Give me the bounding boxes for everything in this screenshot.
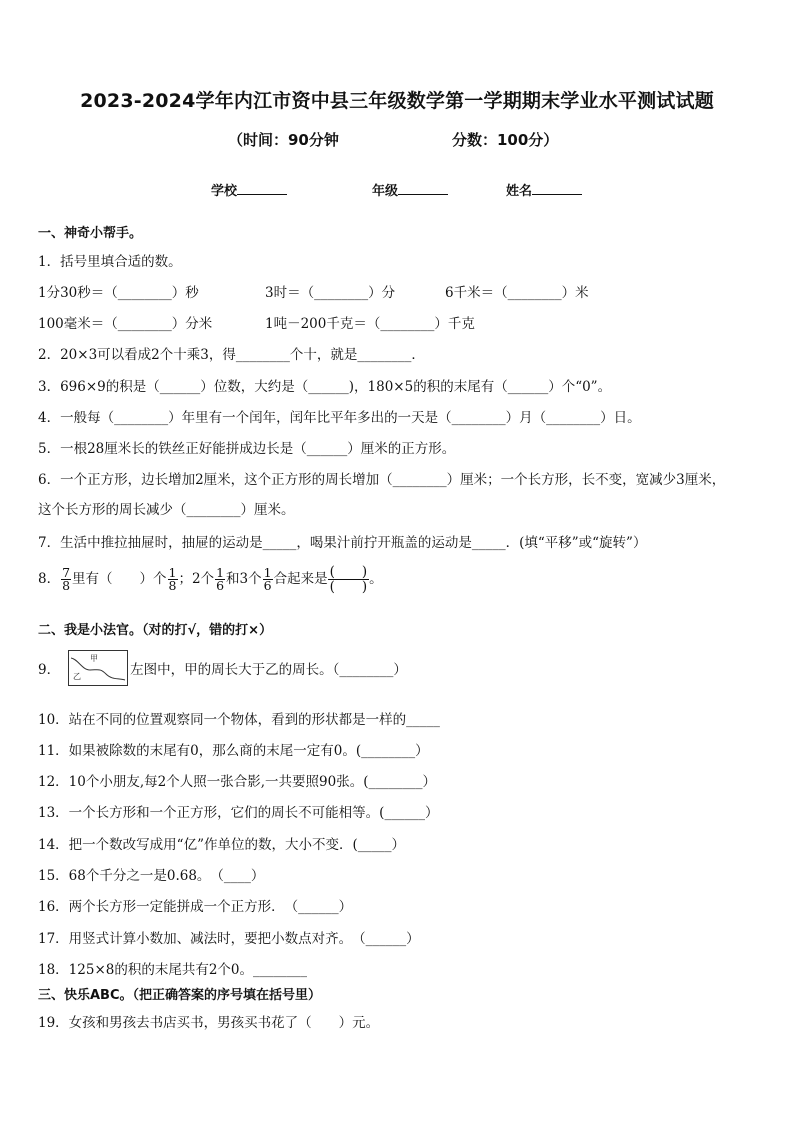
question-1b: 3时＝（________）分 — [265, 285, 396, 301]
school-field[interactable] — [211, 180, 287, 199]
question-2: 2．20×3可以看成2个十乘3，得________个十，就是________． — [38, 347, 425, 363]
question-9-text: 左图中，甲的周长大于乙的周长。（________） — [130, 662, 407, 678]
question-15: 15．68个千分之一是0.68。 （____） — [38, 868, 265, 884]
grade-field[interactable] — [372, 180, 448, 199]
fraction-numerator: 1 — [216, 564, 225, 580]
fraction-7-8 — [61, 564, 71, 594]
name-field[interactable] — [506, 180, 582, 199]
fraction-1-6-a — [215, 564, 225, 594]
question-8 — [38, 565, 383, 594]
question-1d: 100毫米＝（________）分米 — [38, 316, 213, 332]
time-label: （时间：90分钟 — [228, 131, 339, 149]
section-1-heading: 一、神奇小帮手。 — [38, 226, 143, 241]
section-3-heading: 三、快乐ABC。（把正确答案的序号填在括号里） — [38, 988, 322, 1003]
figure-label-yi: 乙 — [73, 672, 82, 681]
fraction-denominator: 6 — [216, 578, 225, 594]
question-18: 18．125×8的积的末尾共有2个0。________ — [38, 962, 308, 978]
fraction-1-6-b — [263, 564, 273, 594]
question-8-end: 。 — [369, 571, 383, 588]
fraction-denominator: 8 — [62, 578, 71, 594]
fraction-denominator: 8 — [168, 578, 177, 594]
question-11: 11．如果被除数的末尾有0，那么商的末尾一定有0。(________） — [38, 743, 429, 759]
question-3: 3．696×9的积是（______）位数，大约是（______)，180×5的积的末尾有（______）个“0”。 — [38, 379, 612, 395]
answer-denominator[interactable]: ( ) — [329, 579, 368, 596]
question-8-text-2: ；2个 — [178, 571, 215, 588]
answer-numerator[interactable]: ( ) — [329, 564, 368, 580]
question-10: 10．站在不同的位置观察同一个物体，看到的形状都是一样的_____ — [38, 712, 440, 728]
question-1e: 1吨－200千克＝（________）千克 — [265, 316, 475, 332]
fraction-numerator: 1 — [263, 564, 272, 580]
question-13: 13．一个长方形和一个正方形，它们的周长不可能相等。(______） — [38, 805, 439, 821]
question-5: 5．一根28厘米长的铁丝正好能拼成边长是（______）厘米的正方形。 — [38, 441, 456, 457]
question-1a: 1分30秒＝（________）秒 — [38, 285, 199, 301]
question-9 — [38, 650, 407, 686]
question-8-text-3: 和3个 — [226, 571, 262, 588]
question-6-line-2: 这个长方形的周长减少（________）厘米。 — [38, 502, 295, 518]
question-16: 16．两个长方形一定能拼成一个正方形． （______） — [38, 899, 353, 915]
grade-label: 年级 — [372, 184, 399, 199]
question-9-prefix: 9． — [38, 662, 61, 678]
question-12: 12．10个小朋友,每2个人照一张合影,一共要照90张。(________） — [38, 774, 436, 790]
question-8-text-1: 里有（ ）个 — [72, 571, 167, 588]
name-blank[interactable] — [532, 182, 582, 195]
perimeter-figure — [68, 650, 128, 686]
figure-label-jia: 甲 — [90, 654, 99, 663]
question-1c: 6千米＝（________）米 — [445, 285, 589, 301]
fraction-1-8 — [168, 564, 178, 594]
question-6-line-1: 6．一个正方形，边长增加2厘米，这个正方形的周长增加（________）厘米；一个长方形，长不变，宽减少3厘米， — [38, 472, 726, 488]
fraction-denominator: 6 — [263, 578, 272, 594]
page-title: 2023-2024学年内江市资中县三年级数学第一学期期末学业水平测试试题 — [80, 90, 714, 112]
name-label: 姓名 — [506, 184, 533, 199]
grade-blank[interactable] — [398, 182, 448, 195]
fraction-numerator: 1 — [168, 564, 177, 580]
school-blank[interactable] — [237, 182, 287, 195]
question-19: 19．女孩和男孩去书店买书，男孩买书花了（ ）元。 — [38, 1015, 380, 1031]
section-2-heading: 二、我是小法官。（对的打√，错的打×） — [38, 623, 273, 638]
school-label: 学校 — [211, 184, 238, 199]
question-14: 14．把一个数改写成用“亿”作单位的数，大小不变．(_____） — [38, 837, 405, 853]
fraction-numerator: 7 — [62, 564, 71, 580]
question-17: 17．用竖式计算小数加、减法时，要把小数点对齐。 （______） — [38, 931, 420, 947]
question-8-prefix: 8． — [38, 571, 61, 588]
question-7: 7．生活中推拉抽屉时，抽屉的运动是_____，喝果汁前拧开瓶盖的运动是_____．(填“平移”或“旋转”） — [38, 535, 647, 551]
score-label: 分数：100分） — [452, 131, 559, 149]
question-4: 4．一般每（________）年里有一个闰年，闰年比平年多出的一天是（________）月（________）日。 — [38, 410, 641, 426]
question-1-stem: 1．括号里填合适的数。 — [38, 254, 182, 270]
answer-fraction-blank[interactable] — [328, 565, 370, 594]
question-8-text-4: 合起来是 — [273, 571, 328, 588]
